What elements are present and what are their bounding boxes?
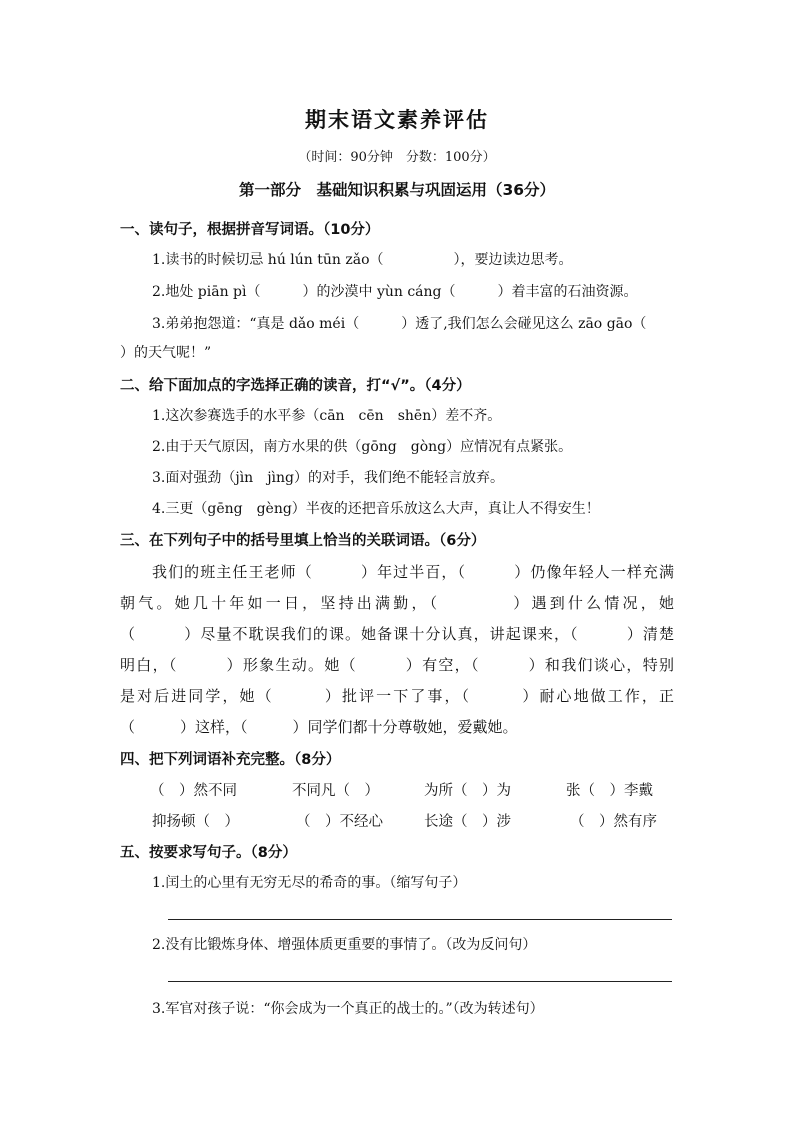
idiom-6: （ ）不经心: [296, 814, 383, 830]
section-1-item-1: 1.读书的时候切忌 hú lún tūn zǎo（ ），要边读边思考。: [152, 252, 573, 268]
section-2-heading: 二、给下面加点的字选择正确的读音，打“√”。（4分）: [120, 378, 471, 394]
idiom-1: （ ）然不同: [150, 783, 237, 799]
part-heading: 第一部分 基础知识积累与巩固运用（36分）: [238, 181, 556, 199]
section-2-item-4: 4.三更（gēng gèng）半夜的还把音乐放这么大声，真让人不得安生！: [152, 501, 600, 517]
section-1-item-3-cont: ）的天气呢！”: [120, 345, 212, 361]
section-3-line-5: 是对后进同学，她（ ）批评一下了事，（ ）耐心地做工作，正: [120, 687, 674, 705]
answer-line-2[interactable]: [168, 981, 672, 982]
section-3-line-3: （ ）尽量不耽误我们的课。她备课十分认真，讲起课来，（ ）清楚: [120, 625, 674, 643]
section-2-item-1: 1.这次参赛选手的水平参（cān cēn shēn）差不齐。: [152, 408, 502, 424]
idiom-2: 不同凡（ ）: [292, 783, 379, 799]
exam-title: 期末语文素养评估: [305, 108, 489, 132]
section-1-item-3: 3.弟弟抱怨道：“真是 dǎo méi（ ）透了,我们怎么会碰见这么 zāo gāo（: [152, 316, 647, 332]
section-1-heading: 一、读句子，根据拼音写词语。（10分）: [120, 222, 380, 238]
idiom-5: 抑扬顿（ ）: [152, 814, 239, 830]
section-2-item-2: 2.由于天气原因，南方水果的供（gōng gòng）应情况有点紧张。: [152, 439, 573, 455]
section-5-heading: 五、按要求写句子。（8分）: [120, 845, 297, 861]
section-3-line-4: 明白，（ ）形象生动。她（ ）有空，（ ）和我们谈心，特别: [120, 656, 674, 674]
section-4-heading: 四、把下列词语补充完整。（8分）: [120, 752, 341, 768]
section-5-item-2: 2.没有比锻炼身体、增强体质更重要的事情了。（改为反问句）: [152, 937, 537, 953]
idiom-8: （ ）然有序: [570, 814, 657, 830]
section-3-line-1: 我们的班主任王老师（ ）年过半百，（ ）仍像年轻人一样充满: [152, 563, 674, 581]
idiom-7: 长途（ ）涉: [424, 814, 511, 830]
section-1-item-2: 2.地处 piān pì（ ）的沙漠中 yùn cáng（ ）着丰富的石油资源。: [152, 284, 638, 300]
section-3-heading: 三、在下列句子中的括号里填上恰当的关联词语。（6分）: [120, 533, 486, 549]
section-5-item-3: 3.军官对孩子说：“你会成为一个真正的战士的。”（改为转述句）: [152, 1001, 544, 1017]
answer-line-1[interactable]: [168, 919, 672, 920]
section-5-item-1: 1.闰土的心里有无穷无尽的希奇的事。（缩写句子）: [152, 875, 467, 891]
idiom-4: 张（ ）李戴: [566, 783, 653, 799]
section-3-line-2: 朝气。她几十年如一日，坚持出满勤，（ ）遇到什么情况，她: [120, 594, 674, 612]
section-2-item-3: 3.面对强劲（jìn jìng）的对手，我们绝不能轻言放弃。: [152, 470, 504, 486]
section-3-line-6: （ ）这样，（ ）同学们都十分尊敬她，爱戴她。: [120, 718, 518, 736]
idiom-3: 为所（ ）为: [424, 783, 511, 799]
exam-subtitle: （时间：90分钟 分数：100分）: [298, 150, 496, 165]
